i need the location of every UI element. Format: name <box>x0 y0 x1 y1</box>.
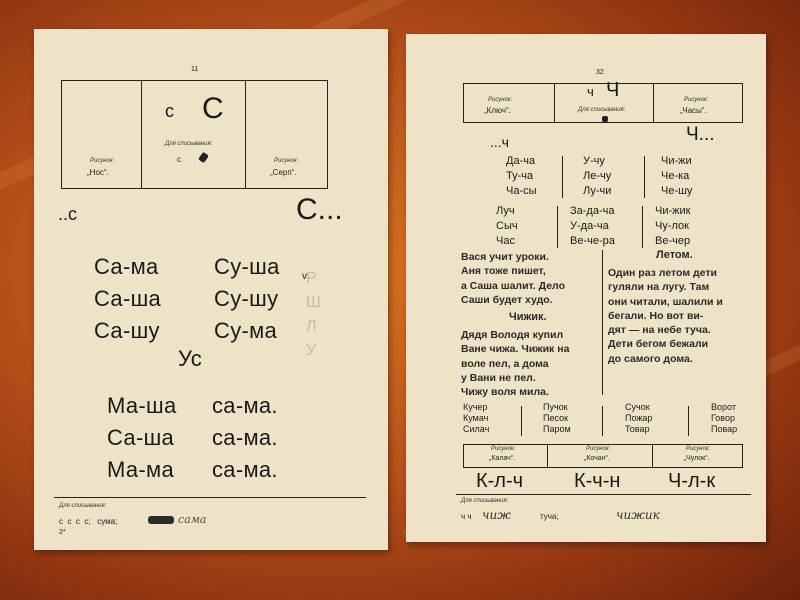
handwritten-word: чиж <box>482 508 511 522</box>
box-divider <box>652 444 653 467</box>
handwritten-word: сама <box>178 513 207 526</box>
column-divider <box>688 406 689 436</box>
phrase-word: Ма-ша <box>107 393 177 418</box>
copy-label: Для списывания: <box>578 107 626 113</box>
column-divider <box>562 156 563 198</box>
page-number: 32 <box>596 69 604 76</box>
footnote: 2* <box>59 529 66 536</box>
word: Говор <box>711 413 735 423</box>
phrase-word: Ма-ма <box>107 457 174 482</box>
copy-line-text: туча; <box>540 512 559 521</box>
syllable: Су-ма <box>214 318 278 343</box>
phrase-word: са-ма. <box>212 425 278 450</box>
phrase-word: Са-ша <box>107 425 175 450</box>
syllable: Ту-ча <box>506 170 534 182</box>
phrases-right <box>212 390 278 486</box>
story-1 <box>461 250 565 307</box>
phrases-left <box>107 390 177 486</box>
letter-small: с <box>165 101 174 121</box>
picture-caption: Рисунок: <box>90 158 115 164</box>
bleed-through: Р Ш Л У <box>306 270 321 359</box>
story-divider <box>602 250 603 395</box>
syllables-left <box>94 251 161 347</box>
syllable: Чи-жик <box>655 205 691 217</box>
story-line: до самого дома. <box>608 352 693 365</box>
copy-label: Для списывания: <box>461 498 509 504</box>
story-line: Один раз летом дети <box>608 267 717 279</box>
story-2 <box>461 328 569 399</box>
syllable: Чу-лок <box>655 220 689 232</box>
syllable: За-да-ча <box>570 205 615 217</box>
word: Паром <box>543 424 571 434</box>
word: Кумач <box>463 413 489 423</box>
syllables-right <box>214 251 280 347</box>
column-divider <box>642 206 643 248</box>
letter-pair: Ус <box>178 346 203 371</box>
ending-big: Ч... <box>686 124 715 145</box>
story-line: Вася учит уроки. <box>461 251 549 263</box>
picture-word: „Часы“. <box>680 106 707 115</box>
letter-small: ч <box>587 84 594 99</box>
syllable: Сыч <box>496 220 518 232</box>
story-title: Чижик. <box>509 311 547 323</box>
ending-big: С... <box>296 193 343 226</box>
copy-line-start: ч ч <box>461 512 472 521</box>
page-number: 11 <box>191 66 199 73</box>
word-column <box>625 402 652 435</box>
syllable: Че-шу <box>661 185 693 197</box>
story-line: Чижу воля мила. <box>461 386 549 399</box>
handwritten-word: чижик <box>616 508 660 522</box>
bottom-divider <box>456 494 751 495</box>
copy-label: Для списывания: <box>59 503 107 509</box>
box-divider <box>141 80 142 188</box>
column-divider <box>644 156 645 198</box>
syllable-column <box>583 154 611 199</box>
phrase-word: са-ма. <box>212 457 278 482</box>
picture-caption: Рисунок: <box>488 97 513 103</box>
story-line: Дядя Володя купил <box>461 329 564 341</box>
story-line: гуляли на лугу. Там <box>608 281 710 294</box>
box-divider <box>245 80 246 188</box>
copy-label: Для списывания: <box>165 141 213 147</box>
picture-word: „Ключ“. <box>484 106 511 115</box>
picture-word: „Калач“. <box>489 455 516 462</box>
word: Силач <box>463 424 490 434</box>
story-line: дят — на небе туча. <box>608 324 711 337</box>
syllable-column <box>655 204 690 249</box>
word-column <box>711 402 737 435</box>
syllable: Ве-чер <box>655 235 691 247</box>
picture-word: „Нос“. <box>87 168 109 177</box>
picture-caption: Рисунок: <box>491 446 516 452</box>
story-title: Летом. <box>656 249 693 261</box>
word: Ворот <box>711 402 736 412</box>
story-line: у Вани не пел. <box>461 371 536 384</box>
story-line: Ване чижа. Чижик на <box>461 343 570 356</box>
column-divider <box>602 406 603 436</box>
story-line: Дети бегом бежали <box>608 338 709 351</box>
syllable: Луч <box>496 205 515 217</box>
picture-word: „Чулок“. <box>684 455 710 462</box>
syllable: Ве-че-ра <box>570 235 615 247</box>
picture-word: „Кочан“. <box>584 455 610 462</box>
letter-big: С <box>202 92 224 125</box>
syllable: Че-ка <box>661 170 690 182</box>
syllable: Лу-чи <box>583 185 612 197</box>
picture-caption: Рисунок: <box>586 446 611 452</box>
syllable-column <box>570 204 615 249</box>
story-line: бегали. Но вот ви- <box>608 309 704 322</box>
bottom-divider <box>54 497 366 498</box>
syllable: У-да-ча <box>570 220 609 232</box>
ending-mark: v <box>302 271 307 282</box>
syllable: Су-шу <box>214 286 279 311</box>
word-column <box>543 402 571 435</box>
letter-big: Ч <box>606 79 620 101</box>
word: Сучок <box>625 402 650 412</box>
column-divider <box>521 406 522 436</box>
syllable: Да-ча <box>506 155 536 167</box>
syllable: Су-ша <box>214 254 280 279</box>
syllable: Са-ша <box>94 286 162 311</box>
letter-pattern: Ч-л-к <box>668 470 716 492</box>
phrase-word: са-ма. <box>212 393 278 418</box>
right-page <box>406 34 766 542</box>
box-divider <box>547 444 548 467</box>
word: Повар <box>711 424 738 434</box>
box-divider <box>653 83 654 122</box>
picture-word: „Серп“. <box>270 168 297 177</box>
story-line: воле пел, а дома <box>461 357 549 370</box>
syllable-column <box>661 154 692 199</box>
story-line: Саши будет худо. <box>461 293 553 306</box>
letter-pattern: К-ч-н <box>574 470 621 492</box>
pencil-mark <box>602 116 608 122</box>
word: Пучок <box>543 402 568 412</box>
ink-smudge <box>148 516 174 524</box>
syllable: Са-ма <box>94 254 159 279</box>
column-divider <box>557 206 558 248</box>
syllable: Час <box>496 235 515 247</box>
ending-small: ...ч <box>490 134 509 150</box>
ending-small: ..с <box>58 204 78 224</box>
box-divider <box>554 83 555 122</box>
left-page <box>34 29 388 550</box>
syllable-column <box>506 154 537 199</box>
story-line: а Саша шалит. Дело <box>461 279 565 292</box>
syllable: Чи-жи <box>661 155 692 167</box>
syllable: Ча-сы <box>506 185 537 197</box>
letter-pattern: К-л-ч <box>476 470 524 492</box>
syllable-column <box>496 204 518 249</box>
syllable: У-чу <box>583 155 605 167</box>
copy-line: с с с с; сума; <box>59 517 118 526</box>
story-3 <box>608 266 723 366</box>
picture-caption: Рисунок: <box>274 158 299 164</box>
story-line: Аня тоже пишет, <box>461 265 546 278</box>
copy-sample: с <box>177 155 181 164</box>
word: Товар <box>625 424 650 434</box>
syllable: Ле-чу <box>583 170 612 182</box>
word: Пожар <box>625 413 653 423</box>
picture-caption: Рисунок: <box>686 446 711 452</box>
word: Песок <box>543 413 569 423</box>
word-column <box>463 402 489 435</box>
syllable: Са-шу <box>94 318 160 343</box>
story-line: они читали, шалили и <box>608 295 723 308</box>
picture-caption: Рисунок: <box>684 97 709 103</box>
word: Кучер <box>463 402 488 412</box>
